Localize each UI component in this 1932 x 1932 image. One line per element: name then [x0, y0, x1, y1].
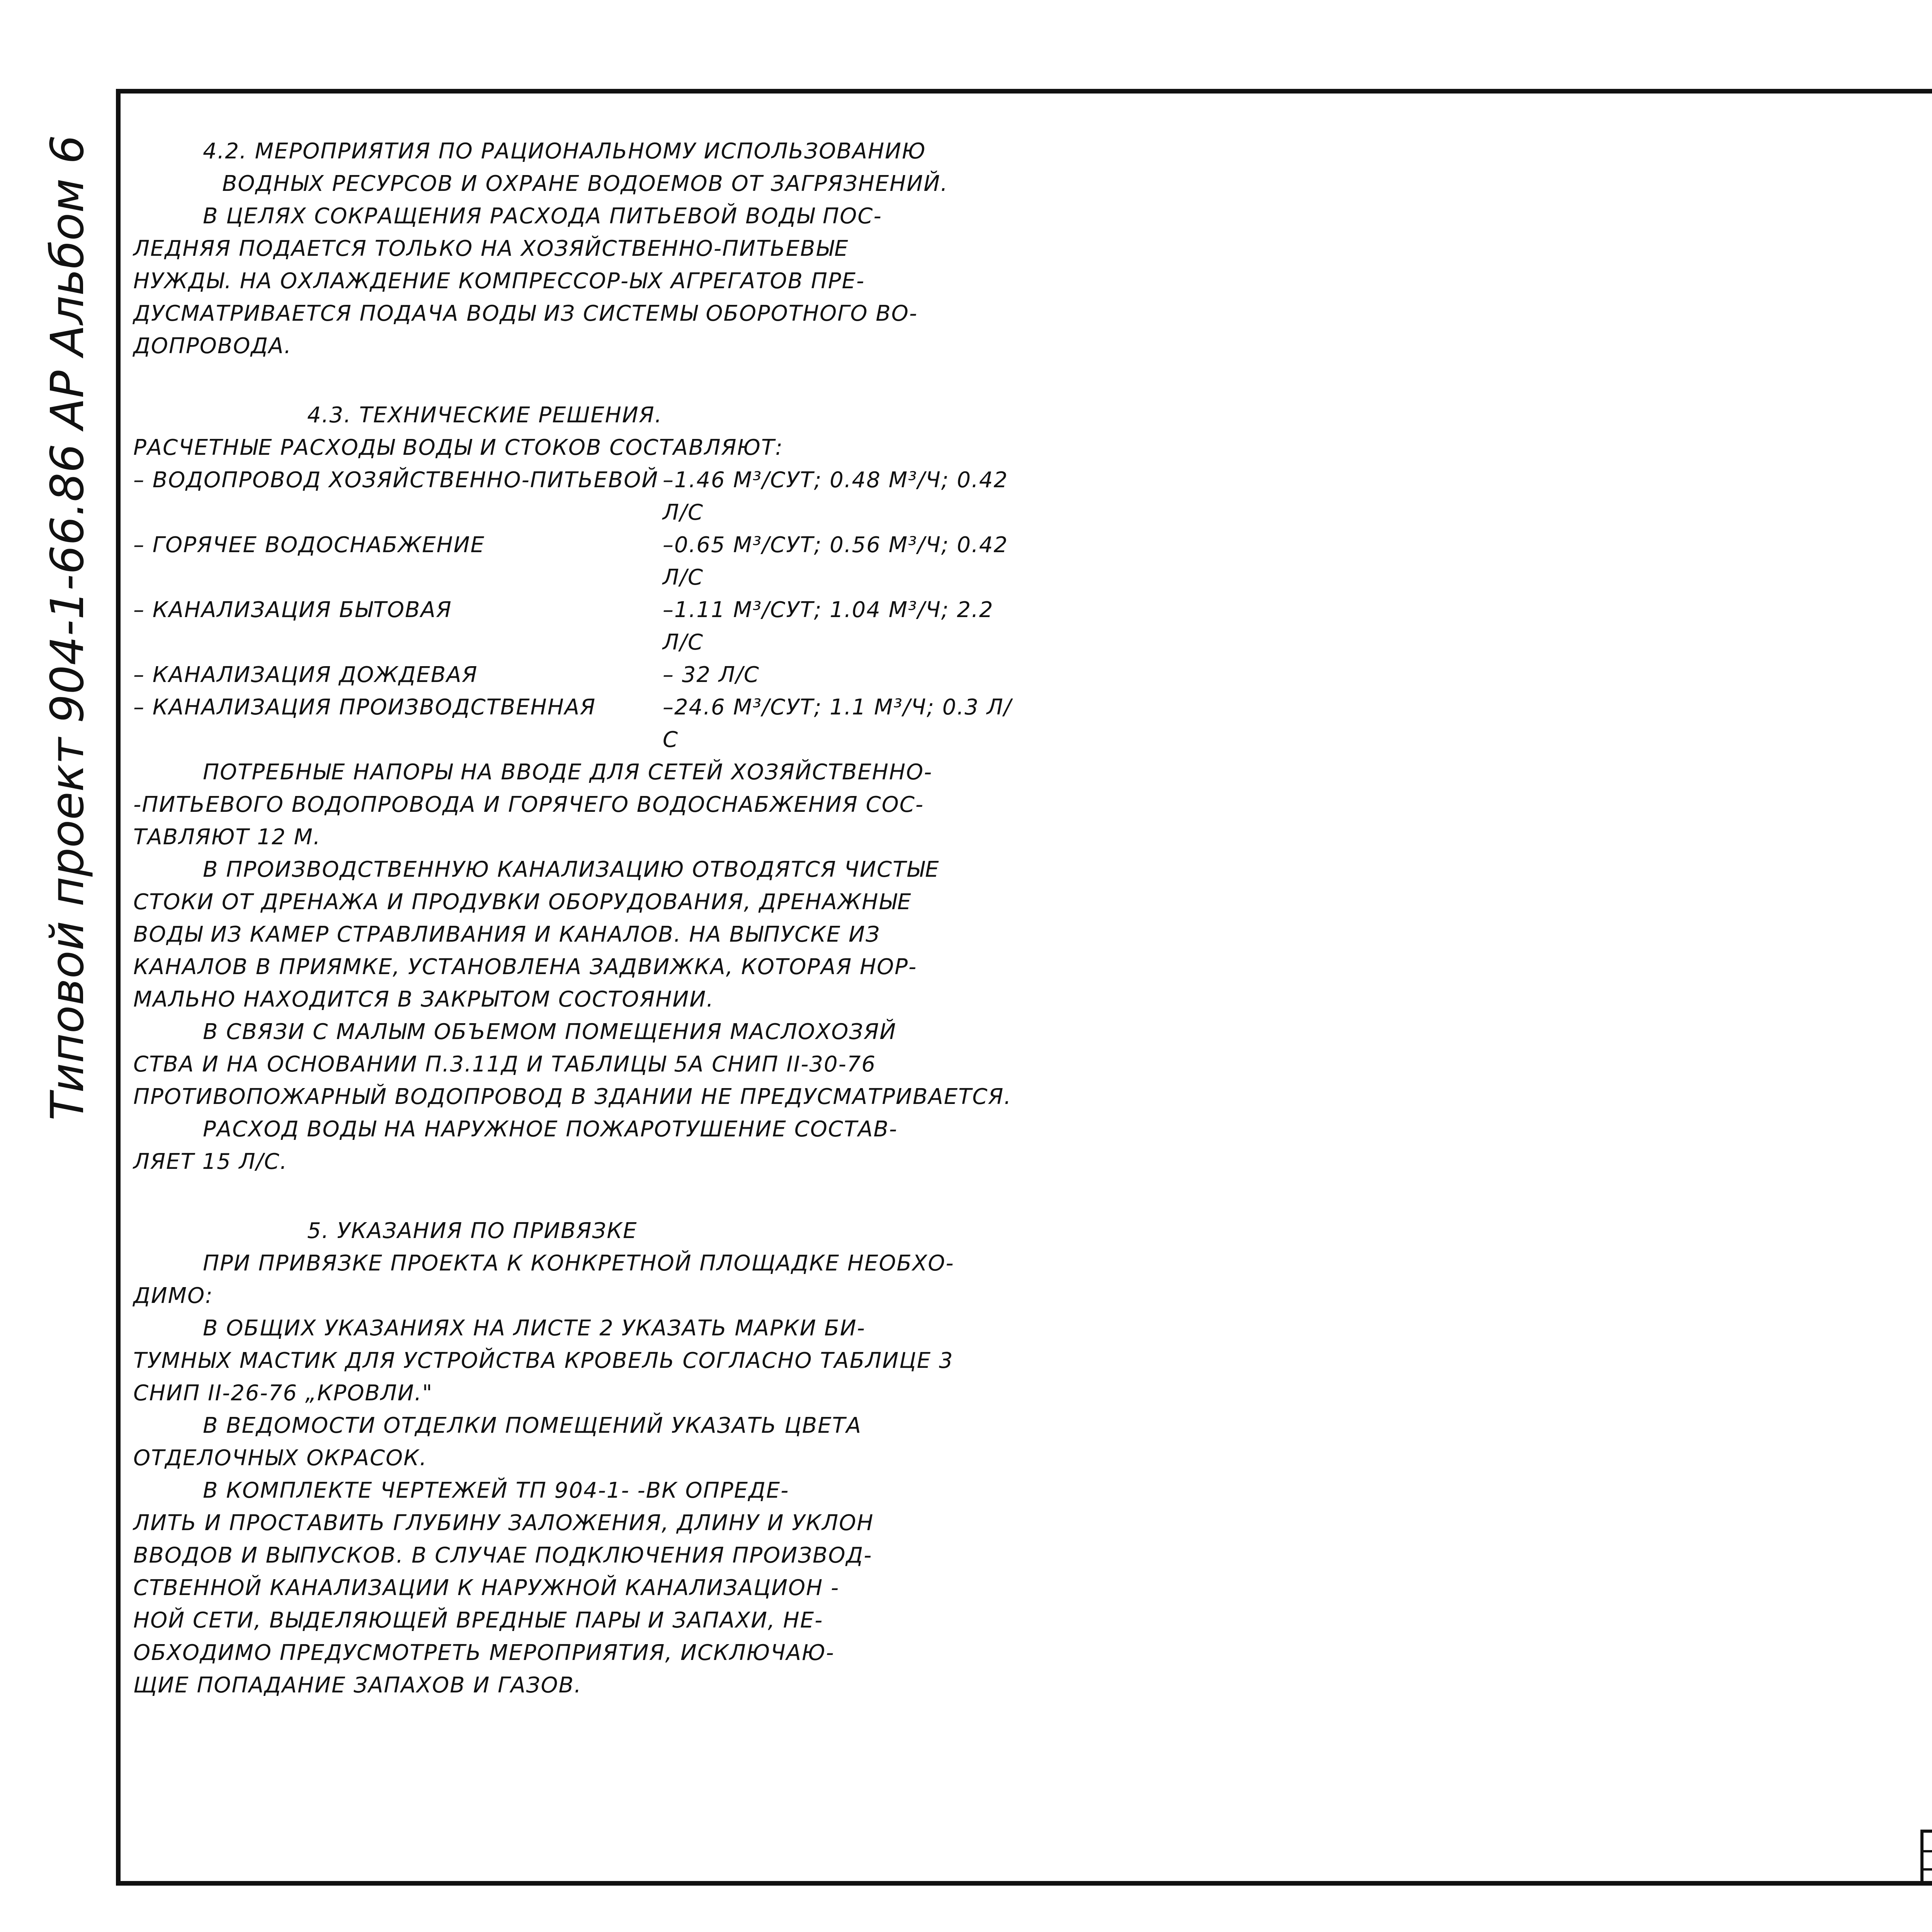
rate-row [133, 691, 1026, 756]
text-line: ВОДЫ ИЗ КАМЕР СТРАВЛИВАНИЯ И КАНАЛОВ. НА ВЫПУСКЕ ИЗ [133, 922, 880, 947]
text-line: ВВОДОВ И ВЫПУСКОВ. В СЛУЧАЕ ПОДКЛЮЧЕНИЯ ПРОИЗВОД- [133, 1543, 872, 1568]
rate-value: –1.11 М³/СУТ; 1.04 М³/Ч; 2.2 Л/С [663, 597, 994, 655]
rate-label: – ВОДОПРОВОД ХОЗЯЙСТВЕННО-ПИТЬЕВОЙ [133, 468, 659, 493]
text-line: КАНАЛОВ В ПРИЯМКЕ, УСТАНОВЛЕНА ЗАДВИЖКА, КОТОРАЯ НОР- [133, 954, 917, 980]
text-line: ДУСМАТРИВАЕТСЯ ПОДАЧА ВОДЫ ИЗ СИСТЕМЫ ОБОРОТНОГО ВО- [133, 301, 918, 326]
text-line: СТОКИ ОТ ДРЕНАЖА И ПРОДУВКИ ОБОРУДОВАНИЯ, ДРЕНАЖНЫЕ [133, 889, 912, 915]
text-line: НУЖДЫ. НА ОХЛАЖДЕНИЕ КОМПРЕССОР-ЫХ АГРЕГАТОВ ПРЕ- [133, 269, 865, 294]
rates-table [133, 464, 1026, 756]
text-line: ОТДЕЛОЧНЫХ ОКРАСОК. [133, 1446, 427, 1471]
text-line [133, 1178, 1026, 1215]
text-line: ВОДНЫХ РЕСУРСОВ И ОХРАНЕ ВОДОЕМОВ ОТ ЗАГРЯЗНЕНИЙ. [222, 171, 948, 196]
rate-value: –0.65 М³/СУТ; 0.56 М³/Ч; 0.42 Л/С [663, 532, 1009, 590]
text-line: ТАВЛЯЮТ 12 М. [133, 825, 321, 850]
text-line: РАСЧЕТНЫЕ РАСХОДЫ ВОДЫ И СТОКОВ СОСТАВЛЯЮТ: [133, 435, 784, 460]
rate-row [133, 594, 1026, 659]
text-line: В ВЕДОМОСТИ ОТДЕЛКИ ПОМЕЩЕНИЙ УКАЗАТЬ ЦВЕТА [203, 1413, 862, 1438]
text-line: В КОМПЛЕКТЕ ЧЕРТЕЖЕЙ ТП 904-1- -ВК ОПРЕДЕ- [203, 1478, 789, 1503]
rate-row [133, 464, 1026, 529]
stamp-grid [1920, 1830, 1932, 1886]
text-line: 4.2. МЕРОПРИЯТИЯ ПО РАЦИОНАЛЬНОМУ ИСПОЛЬЗОВАНИЮ [203, 139, 926, 164]
text-line: В ПРОИЗВОДСТВЕННУЮ КАНАЛИЗАЦИЮ ОТВОДЯТСЯ ЧИСТЫЕ [203, 857, 940, 882]
text-line: СНИП II-26-76 „КРОВЛИ." [133, 1381, 433, 1406]
text-line: ЛИТЬ И ПРОСТАВИТЬ ГЛУБИНУ ЗАЛОЖЕНИЯ, ДЛИНУ И УКЛОН [133, 1510, 874, 1536]
rate-label: – КАНАЛИЗАЦИЯ БЫТОВАЯ [133, 597, 452, 622]
rate-label: – ГОРЯЧЕЕ ВОДОСНАБЖЕНИЕ [133, 532, 485, 558]
rate-label: – КАНАЛИЗАЦИЯ ДОЖДЕВАЯ [133, 662, 478, 687]
text-line: МАЛЬНО НАХОДИТСЯ В ЗАКРЫТОМ СОСТОЯНИИ. [133, 987, 714, 1012]
text-line: 4.3. ТЕХНИЧЕСКИЕ РЕШЕНИЯ. [307, 403, 663, 428]
text-line: ДОПРОВОДА. [133, 333, 292, 359]
text-line: НОЙ СЕТИ, ВЫДЕЛЯЮЩЕЙ ВРЕДНЫЕ ПАРЫ И ЗАПАХИ, НЕ- [133, 1608, 823, 1633]
text-line: ЩИЕ ПОПАДАНИЕ ЗАПАХОВ И ГАЗОВ. [133, 1673, 582, 1698]
section-4-2 [133, 135, 1026, 464]
rate-row [133, 529, 1026, 594]
text-line: ПРОТИВОПОЖАРНЫЙ ВОДОПРОВОД В ЗДАНИИ НЕ ПРЕДУСМАТРИВАЕТСЯ. [133, 1084, 1012, 1109]
section-4-3-5 [133, 756, 1026, 1702]
text-line: В ОБЩИХ УКАЗАНИЯХ НА ЛИСТЕ 2 УКАЗАТЬ МАРКИ БИ- [203, 1316, 866, 1341]
text-line: ТУМНЫХ МАСТИК ДЛЯ УСТРОЙСТВА КРОВЕЛЬ СОГЛАСНО ТАБЛИЦЕ 3 [133, 1348, 954, 1373]
rate-value: –24.6 М³/СУТ; 1.1 М³/Ч; 0.3 Л/С [663, 695, 1012, 752]
text-line: ПОТРЕБНЫЕ НАПОРЫ НА ВВОДЕ ДЛЯ СЕТЕЙ ХОЗЯЙСТВЕННО- [203, 760, 933, 785]
text-line: В ЦЕЛЯХ СОКРАЩЕНИЯ РАСХОДА ПИТЬЕВОЙ ВОДЫ ПОС- [203, 204, 882, 229]
document-body [133, 135, 1026, 1702]
rate-row [133, 659, 1026, 691]
text-line: СТВА И НА ОСНОВАНИИ П.3.11Д И ТАБЛИЦЫ 5А СНИП II-30-76 [133, 1052, 876, 1077]
rate-value: – 32 Л/С [663, 662, 760, 687]
text-line: В СВЯЗИ С МАЛЫМ ОБЪЕМОМ ПОМЕЩЕНИЯ МАСЛОХОЗЯЙ [203, 1019, 897, 1044]
text-line: 5. УКАЗАНИЯ ПО ПРИВЯЗКЕ [307, 1218, 638, 1243]
text-line: ОБХОДИМО ПРЕДУСМОТРЕТЬ МЕРОПРИЯТИЯ, ИСКЛЮЧАЮ- [133, 1640, 835, 1665]
rate-value: –1.46 М³/СУТ; 0.48 М³/Ч; 0.42 Л/С [663, 468, 1009, 525]
text-line: ЛЯЕТ 15 Л/С. [133, 1149, 288, 1174]
side-title: Типовой проект 904-1-66.86 АР Альбом 6 [41, 135, 94, 1121]
rate-label: – КАНАЛИЗАЦИЯ ПРОИЗВОДСТВЕННАЯ [133, 695, 596, 720]
text-line: ДИМО: [133, 1283, 213, 1308]
text-line: РАСХОД ВОДЫ НА НАРУЖНОЕ ПОЖАРОТУШЕНИЕ СОСТАВ- [203, 1117, 898, 1142]
text-line: СТВЕННОЙ КАНАЛИЗАЦИИ К НАРУЖНОЙ КАНАЛИЗАЦИОН - [133, 1575, 840, 1600]
text-line: ПРИ ПРИВЯЗКЕ ПРОЕКТА К КОНКРЕТНОЙ ПЛОЩАДКЕ НЕОБХО- [203, 1251, 954, 1276]
text-line [133, 362, 1026, 399]
text-line: ЛЕДНЯЯ ПОДАЕТСЯ ТОЛЬКО НА ХОЗЯЙСТВЕННО-ПИТЬЕВЫЕ [133, 236, 849, 261]
text-line: -ПИТЬЕВОГО ВОДОПРОВОДА И ГОРЯЧЕГО ВОДОСНАБЖЕНИЯ СОС- [133, 792, 924, 817]
